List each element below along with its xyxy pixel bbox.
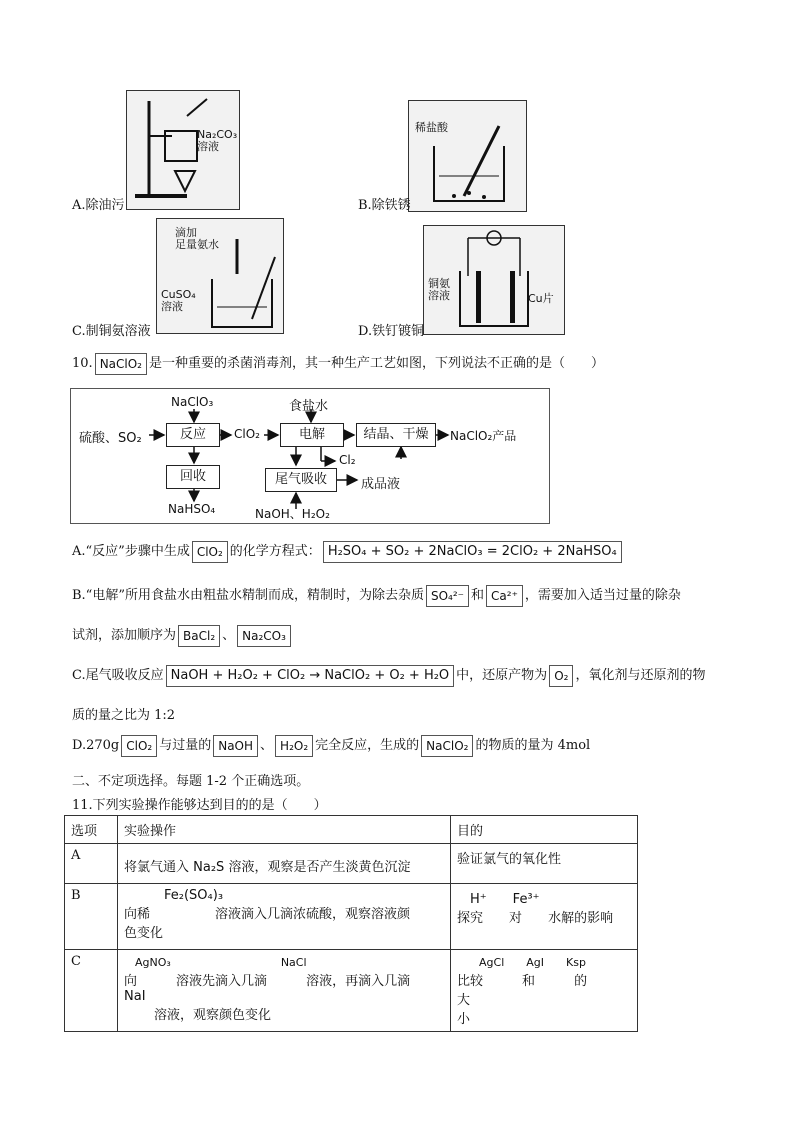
optD-text1: D.270g xyxy=(72,738,120,753)
row-a-goal: 验证氯气的氧化性 xyxy=(451,844,638,884)
q10-formula: NaClO₂ xyxy=(95,353,147,375)
row-a-formula: Na₂S xyxy=(193,860,225,875)
row-b-goal3: 探究 xyxy=(457,911,484,926)
experiment-table xyxy=(64,815,638,1032)
row-c-op4: 溶液，观察颜色变化 xyxy=(154,1008,272,1023)
optD-text5: 的物质的量为 4mol xyxy=(475,738,591,753)
optC-text1: C.尾气吸收反应 xyxy=(72,668,164,683)
optB-na2co3: Na₂CO₃ xyxy=(237,625,291,647)
row-c-ksp: Ksp xyxy=(566,956,586,969)
optC-equation: NaOH + H₂O₂ + ClO₂ → NaClO₂ + O₂ + H₂O xyxy=(166,665,455,687)
optA-text2: 的化学方程式： xyxy=(229,544,321,559)
option-b-label: B.除铁锈 xyxy=(358,198,411,213)
flow-box-recover: 回收 xyxy=(166,465,220,489)
question-11: 11.下列实验操作能够达到目的的是（ ） xyxy=(72,798,327,813)
row-a-operation xyxy=(118,844,451,884)
section-2-heading: 二、不定项选择。每题 1-2 个正确选项。 xyxy=(72,774,310,789)
row-b-goal5: 水解的影响 xyxy=(548,911,614,926)
optD-text4: 完全反应，生成的 xyxy=(315,738,420,753)
figure-c-apparatus xyxy=(156,218,284,334)
optC-o2: O₂ xyxy=(549,665,573,687)
table-row xyxy=(65,844,638,884)
row-c-agcl: AgCl xyxy=(479,956,505,969)
figure-d-apparatus xyxy=(423,225,565,335)
table-row xyxy=(65,884,638,950)
process-flowchart xyxy=(70,388,550,524)
figure-c-label-top: 滴加 足量氨水 xyxy=(175,226,219,251)
header-goal: 目的 xyxy=(451,816,638,844)
row-b-goal4: 对 xyxy=(509,911,523,926)
row-c-g8: 小 xyxy=(457,1012,471,1027)
optB-text3: ，需要加入适当过量的除杂 xyxy=(524,588,681,603)
optC-text3: ，氧化剂与还原剂的物 xyxy=(575,668,706,683)
optA-formula: ClO₂ xyxy=(192,541,228,563)
optD-clo2: ClO₂ xyxy=(121,735,157,757)
optD-text2: 与过量的 xyxy=(159,738,212,753)
table-row xyxy=(65,950,638,1032)
q10-option-c-line2: 质的量之比为 1:2 xyxy=(72,708,176,723)
optB-text5: 、 xyxy=(222,628,236,643)
flow-input: 硫酸、SO₂ xyxy=(79,431,142,446)
row-b-op1: 向稀 xyxy=(124,907,151,922)
figure-d-label-left: 铜氨 溶液 xyxy=(428,277,450,302)
optB-bacl2: BaCl₂ xyxy=(178,625,220,647)
q10-option-b-line1 xyxy=(72,584,681,607)
row-c-agi: AgI xyxy=(526,956,545,969)
optD-text3: 、 xyxy=(260,738,274,753)
optB-text2: 和 xyxy=(471,588,485,603)
row-b-formula: Fe₂(SO₄)₃ xyxy=(164,888,224,903)
figure-b-drawing xyxy=(409,101,526,211)
figure-a-apparatus xyxy=(126,90,240,210)
row-b-op2: 溶液滴入几滴浓硫酸，观察溶液颜 xyxy=(215,907,411,922)
flow-naclo3: NaClO₃ xyxy=(171,395,214,409)
q10-option-b-line2 xyxy=(72,624,293,647)
q10-number: 10. xyxy=(72,356,93,371)
flow-cl2: Cl₂ xyxy=(339,453,356,467)
row-b-fe3plus: Fe³⁺ xyxy=(512,892,540,907)
row-a-op2: 溶液，观察是否产生淡黄色沉淀 xyxy=(228,860,411,875)
optD-h2o2: H₂O₂ xyxy=(275,735,313,757)
q10-text: 是一种重要的杀菌消毒剂，其一种生产工艺如图，下列说法不正确的是（ ） xyxy=(149,356,605,371)
flow-reagents: NaOH、H₂O₂ xyxy=(255,507,330,521)
flow-clo2: ClO₂ xyxy=(234,427,260,441)
row-a-op1: 将氯气通入 xyxy=(124,860,190,875)
row-c-op1: 向 xyxy=(124,974,138,989)
option-a-label: A.除油污 xyxy=(72,198,125,213)
row-b-hplus: H⁺ xyxy=(470,892,487,907)
row-c-goal xyxy=(451,950,638,1032)
optA-text1: A.“反应”步骤中生成 xyxy=(72,544,190,559)
flow-box-electrolysis: 电解 xyxy=(280,423,344,447)
row-c-op2: 溶液先滴入几滴 xyxy=(176,974,268,989)
optC-text2: 中，还原产物为 xyxy=(456,668,548,683)
row-c-g6: 的 xyxy=(574,974,588,989)
row-c-g5: 和 xyxy=(522,974,536,989)
table-header-row xyxy=(65,816,638,844)
option-d-label: D.铁钉镀铜 xyxy=(358,324,425,339)
figure-a-label: Na₂CO₃ 溶液 xyxy=(197,128,238,153)
flow-brine: 食盐水 xyxy=(289,399,329,414)
optA-equation: H₂SO₄ + SO₂ + 2NaClO₃ = 2ClO₂ + 2NaHSO₄ xyxy=(323,541,622,563)
figure-b-apparatus xyxy=(408,100,527,212)
flow-nahso4: NaHSO₄ xyxy=(168,502,216,516)
row-c-agno3: AgNO₃ xyxy=(135,956,171,969)
row-b-goal xyxy=(451,884,638,950)
flow-product: NaClO₂产品 xyxy=(450,429,517,443)
figure-c-label-bottom: CuSO₄ 溶液 xyxy=(161,288,196,313)
row-b-operation xyxy=(118,884,451,950)
q10-option-c-line1 xyxy=(72,664,705,687)
row-c-op3: 溶液，再滴入几滴 xyxy=(306,974,411,989)
row-b-option: B xyxy=(65,884,118,950)
flow-box-reaction: 反应 xyxy=(166,423,220,447)
row-c-g7: 大 xyxy=(457,993,471,1008)
q10-option-a xyxy=(72,540,624,563)
header-operation: 实验操作 xyxy=(118,816,451,844)
row-c-option: C xyxy=(65,950,118,1032)
row-c-operation xyxy=(118,950,451,1032)
question-10 xyxy=(72,352,604,375)
row-a-option: A xyxy=(65,844,118,884)
flow-finished-solution: 成品液 xyxy=(361,477,401,492)
optB-text4: 试剂，添加顺序为 xyxy=(72,628,177,643)
option-c-label: C.制铜氨溶液 xyxy=(72,324,151,339)
optD-naoh: NaOH xyxy=(213,735,258,757)
q10-option-d xyxy=(72,734,590,757)
row-c-g4: 比较 xyxy=(457,974,484,989)
row-c-nai: NaI xyxy=(124,989,146,1004)
optB-sulfate: SO₄²⁻ xyxy=(426,585,469,607)
flow-box-crystallize: 结晶、干燥 xyxy=(356,423,436,447)
figure-d-label-right: Cu片 xyxy=(528,292,554,305)
row-c-nacl: NaCl xyxy=(280,956,307,969)
optB-text1: B.“电解”所用食盐水由粗盐水精制而成，精制时，为除去杂质 xyxy=(72,588,424,603)
header-option: 选项 xyxy=(65,816,118,844)
flow-box-tail-absorb: 尾气吸收 xyxy=(265,468,337,492)
row-b-op3: 色变化 xyxy=(124,926,164,941)
figure-b-label: 稀盐酸 xyxy=(415,121,448,134)
optD-naclo2: NaClO₂ xyxy=(421,735,473,757)
optB-calcium: Ca²⁺ xyxy=(486,585,523,607)
